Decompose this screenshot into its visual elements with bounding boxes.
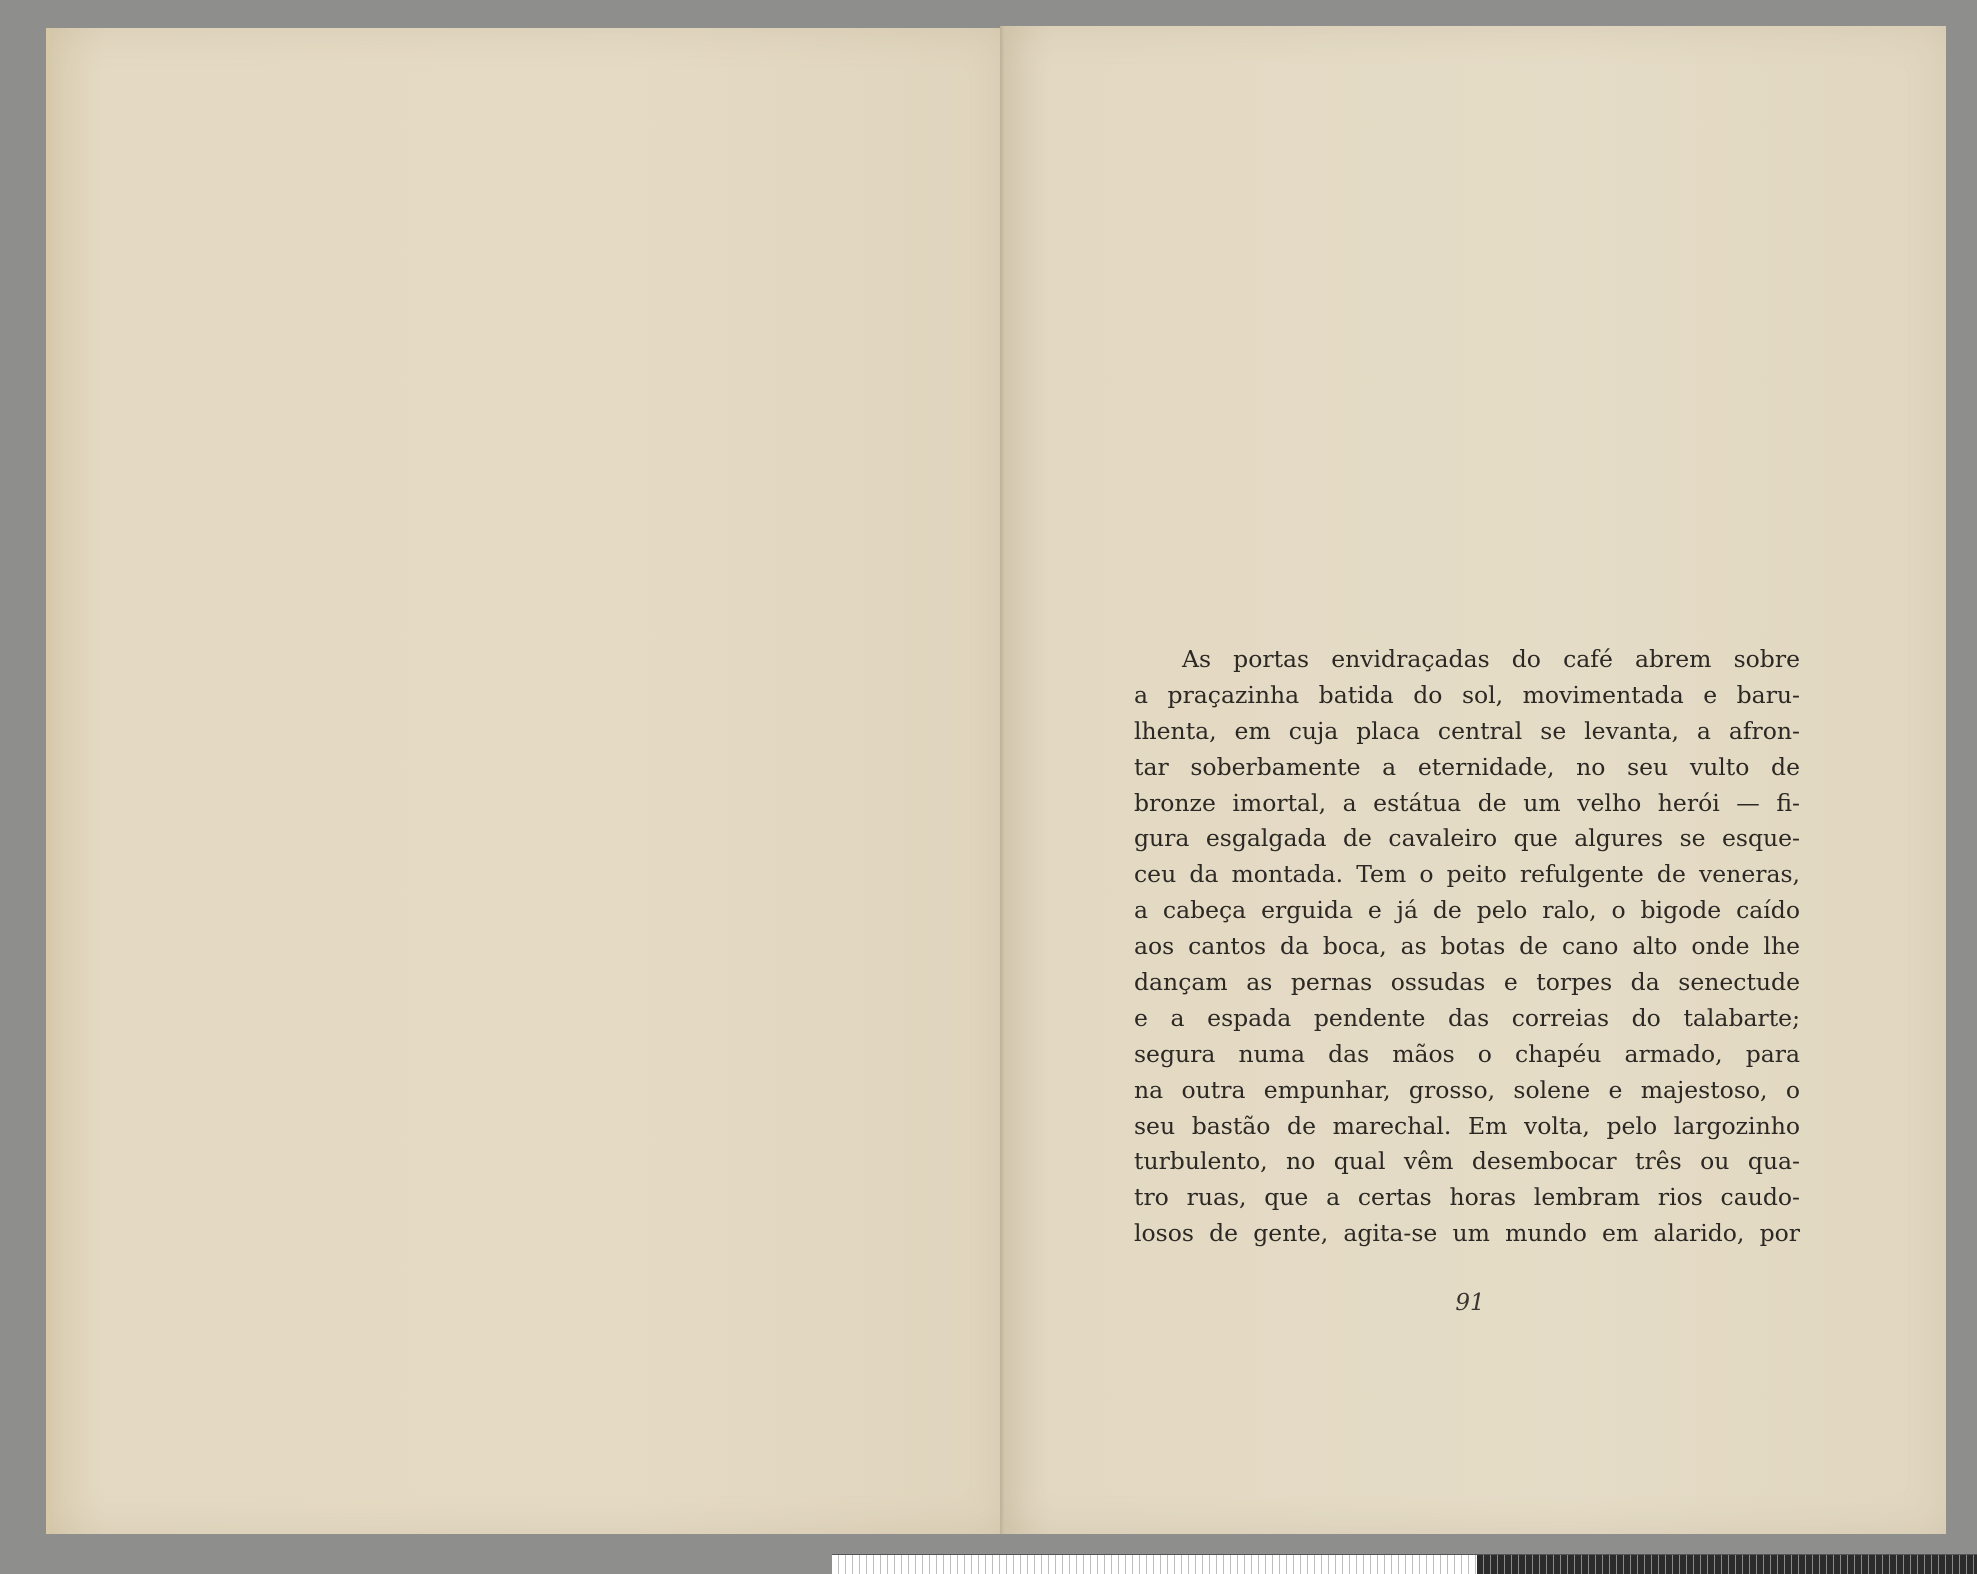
text-line: a cabeça erguida e já de pelo ralo, o bigode caído	[1134, 896, 1800, 925]
page-body-text	[1134, 642, 1800, 1252]
text-line: ceu da montada. Tem o peito refulgente de veneras,	[1134, 860, 1800, 889]
text-line: As portas envidraçadas do café abrem sobre	[1182, 645, 1800, 673]
text-line: bronze imortal, a estátua de um velho herói — fi-	[1134, 788, 1800, 817]
text-line: dançam as pernas ossudas e torpes da senectude	[1134, 968, 1800, 997]
text-line: tar soberbamente a eternidade, no seu vulto de	[1134, 752, 1800, 781]
text-line: losos de gente, agita-se um mundo em alarido, por	[1134, 1219, 1800, 1248]
scale-ruler-dark-segment	[1477, 1555, 1977, 1574]
text-line: gura esgalgada de cavaleiro que algures se esque-	[1134, 824, 1800, 853]
text-line: lhenta, em cuja placa central se levanta, a afron-	[1134, 716, 1800, 745]
text-line: tro ruas, que a certas horas lembram rios caudo-	[1134, 1183, 1800, 1212]
page-number: 91	[1455, 1290, 1485, 1316]
scale-ruler	[832, 1554, 1977, 1574]
text-line: a praçazinha batida do sol, movimentada e baru-	[1134, 680, 1800, 709]
text-line: turbulento, no qual vêm desembocar três ou qua-	[1134, 1147, 1800, 1176]
left-page-blank	[46, 28, 1008, 1534]
text-line: e a espada pendente das correias do talabarte;	[1134, 1003, 1800, 1032]
text-line: aos cantos da boca, as botas de cano alto onde lhe	[1134, 932, 1800, 961]
text-line: na outra empunhar, grosso, solene e majestoso, o	[1134, 1075, 1800, 1104]
text-line: segura numa das mãos o chapéu armado, para	[1134, 1039, 1800, 1068]
text-line: seu bastão de marechal. Em volta, pelo largozinho	[1134, 1111, 1800, 1140]
